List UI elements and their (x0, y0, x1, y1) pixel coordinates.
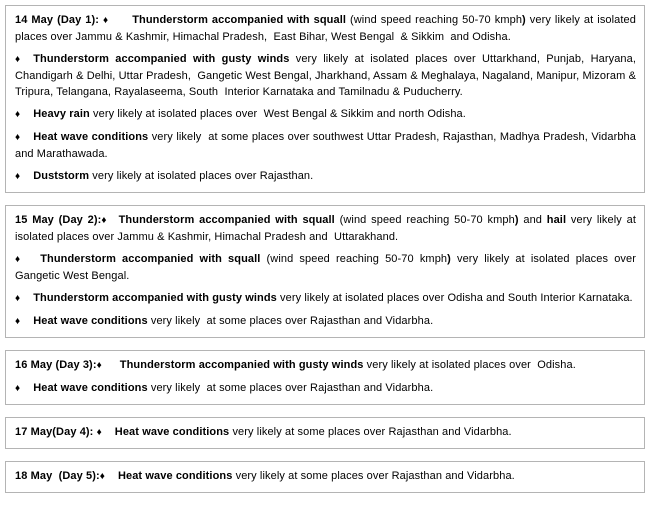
text-segment: ) (514, 214, 519, 226)
text-segment: Thunderstorm accompanied with gusty winds (33, 292, 281, 304)
text-segment: very likely at isolated places over Rajasthan. (92, 170, 314, 182)
text-segment: very likely at isolated places over Gangetic West Bengal. (15, 253, 636, 282)
text-segment: 15 May (Day 2): (15, 214, 102, 226)
text-segment: Heat wave conditions (117, 470, 236, 482)
diamond-bullet-icon: ♦ (102, 15, 109, 26)
forecast-paragraph (15, 357, 636, 374)
text-segment: (wind speed reaching 50-70 kmph (266, 253, 448, 265)
forecast-paragraph (15, 290, 636, 307)
text-segment: Heat wave conditions (33, 382, 151, 394)
text-segment: 18 May (Day 5): (15, 470, 100, 482)
forecast-paragraph (15, 106, 636, 123)
forecast-paragraph (15, 251, 636, 284)
text-segment: Heavy rain (33, 108, 94, 120)
text-segment: Thunderstorm accompanied with squall (118, 214, 340, 226)
forecast-paragraph (15, 212, 636, 245)
forecast-paragraph (15, 313, 636, 330)
forecast-paragraph (15, 129, 636, 162)
forecast-box-day-3 (5, 350, 645, 405)
text-segment: very likely at some places over Rajasthan and Vidarbha. (150, 315, 434, 327)
text-segment: Heat wave conditions (33, 131, 152, 143)
forecast-box-day-4 (5, 417, 645, 449)
text-segment: 17 May(Day 4): (15, 426, 97, 438)
text-segment: (wind speed reaching 50-70 kmph (339, 214, 515, 226)
forecast-paragraph (15, 168, 636, 185)
text-segment: Duststorm (33, 170, 93, 182)
text-segment: very likely at some places over southwest Uttar Pradesh, Rajasthan, Madhya Pradesh, Vidarbha and Marathawada. (15, 131, 636, 160)
text-segment: 16 May (Day 3): (15, 359, 97, 371)
forecast-box-day-1 (5, 5, 645, 193)
text-segment: Heat wave conditions (33, 315, 151, 327)
diamond-bullet-icon: ♦ (15, 293, 21, 304)
text-segment: very likely at isolated places over Jammu & Kashmir, Himachal Pradesh and Uttarakhand. (15, 214, 637, 243)
text-segment: Thunderstorm accompanied with squall (132, 14, 350, 26)
forecast-paragraph (15, 468, 636, 485)
diamond-bullet-icon: ♦ (15, 171, 21, 182)
text-segment: very likely at isolated places over Odisha and South Interior Karnataka. (280, 292, 633, 304)
forecast-box-day-5 (5, 461, 645, 493)
diamond-bullet-icon: ♦ (101, 215, 107, 226)
text-segment: very likely at isolated places over Uttarkhand, Punjab, Haryana, Chandigarh & Delhi, Uttar Pradesh, Gangetic West Bengal, Jharkhand, Assam & Meghalaya, Nagaland, Manipur, Mizoram & Tripura, Telangana, Rayalaseema, South Interior Karnataka and Tamilnadu & Puducherry. (15, 53, 636, 98)
forecast-paragraph (15, 380, 636, 397)
diamond-bullet-icon: ♦ (15, 132, 21, 143)
diamond-bullet-icon: ♦ (15, 254, 21, 265)
forecast-paragraph (15, 12, 636, 45)
diamond-bullet-icon: ♦ (15, 54, 21, 65)
text-segment: hail (546, 214, 567, 226)
text-segment: very likely at some places over Rajasthan and Vidarbha. (232, 426, 512, 438)
forecast-paragraph (15, 424, 636, 441)
diamond-bullet-icon: ♦ (96, 360, 102, 371)
text-segment: ) (447, 253, 451, 265)
forecast-paragraph (15, 51, 636, 100)
text-segment: very likely at some places over Rajasthan and Vidarbha. (235, 470, 515, 482)
text-segment: very likely at some places over Rajasthan and Vidarbha. (150, 382, 434, 394)
diamond-bullet-icon: ♦ (15, 109, 21, 120)
text-segment: Thunderstorm accompanied with squall (40, 253, 267, 265)
diamond-bullet-icon: ♦ (15, 316, 21, 327)
diamond-bullet-icon: ♦ (15, 383, 21, 394)
diamond-bullet-icon: ♦ (99, 471, 105, 482)
text-segment: Thunderstorm accompanied with gusty winds (119, 359, 367, 371)
text-segment: Heat wave conditions (114, 426, 233, 438)
text-segment: very likely at isolated places over Odisha. (366, 359, 576, 371)
text-segment: Thunderstorm accompanied with gusty winds (33, 53, 296, 65)
diamond-bullet-icon: ♦ (96, 427, 102, 438)
text-segment: very likely at isolated places over Jammu & Kashmir, Himachal Pradesh, East Bihar, West Bengal & Sikkim and Odisha. (15, 14, 636, 43)
text-segment: and (518, 214, 547, 226)
text-segment: (wind speed reaching 50-70 kmph (350, 14, 523, 26)
text-segment: very likely at isolated places over West Bengal & Sikkim and north Odisha. (93, 108, 466, 120)
text-segment: ) (522, 14, 526, 26)
text-segment: 14 May (Day 1): (15, 14, 103, 26)
forecast-box-day-2 (5, 205, 645, 338)
